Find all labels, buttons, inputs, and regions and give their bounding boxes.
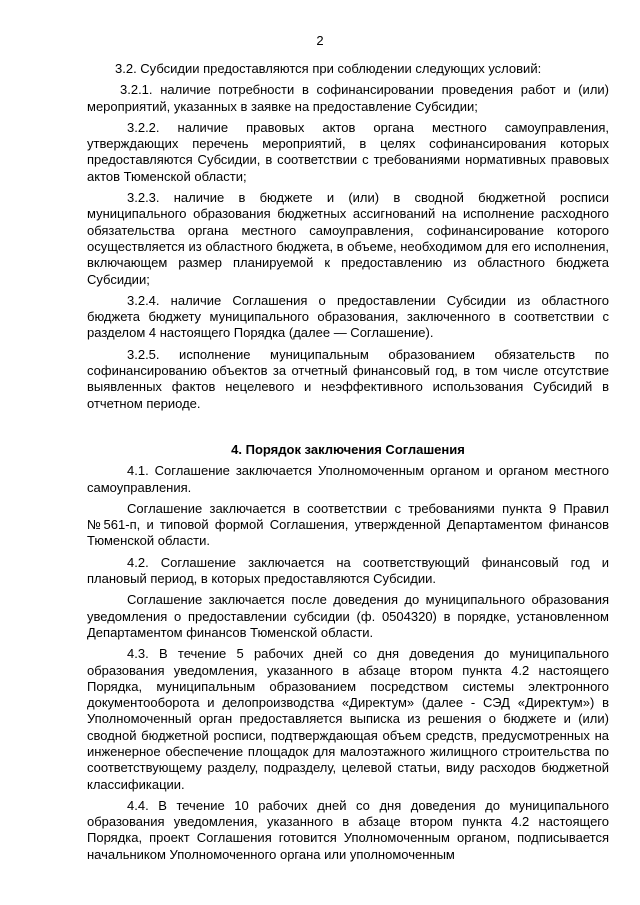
page-number: 2 [316, 33, 324, 48]
condition-3-2-1: 3.2.1. наличие потребности в софинансировании проведения работ и (или) мероприятий, указанных в заявке на предоставление Субсидии; [87, 82, 609, 114]
paragraph-4-2: 4.2. Соглашение заключается на соответствующий финансовый год и плановый период, в которых предоставляются Субсидии. [87, 554, 609, 587]
condition-3-2-3: 3.2.3. наличие в бюджете и (или) в сводной бюджетной росписи муниципального образования бюджетных ассигнований на исполнение расходного обязательства органа местного самоуправления, софинансирование которого осуществляется из областного бюджета, в объеме, необходимом для его исполнения, включающем размер планируемой к предоставлению из областного бюджета Субсидии; [87, 190, 609, 287]
condition-3-2-4: 3.2.4. наличие Соглашения о предоставлении Субсидии из областного бюджета бюджету муниципального образования, заключенного в соответствии с разделом 4 настоящего Порядка (далее — Соглашение). [87, 292, 609, 341]
paragraph-3-2: 3.2. Субсидии предоставляются при соблюдении следующих условий: [115, 61, 542, 76]
paragraph-4-3: 4.3. В течение 5 рабочих дней со дня доведения до муниципального образования уведомления, указанного в абзаце втором пункта 4.2 настоящего Порядка, муниципальным образованием посредством системы электронного документооборота и делопроизводства «Директум» (далее - СЭД «Директум») в Уполномоченный орган предоставляется выписка из решения о бюджете и (или) сводной бюджетной росписи, подтверждающая объем средств, предусмотренных на инженерное обеспечение площадок для малоэтажного жилищного строительства по соответствующему разделу, подразделу, целевой статьи, виду расходов бюджетной классификации. [87, 646, 609, 792]
section-title: 4. Порядок заключения Соглашения [231, 441, 465, 457]
document-body [87, 61, 609, 863]
paragraph-4-1-b: Соглашение заключается в соответствии с требованиями пункта 9 Правил №561-п, и типовой формой Соглашения, утвержденной Департаментом финансов Тюменской области. [87, 500, 609, 549]
condition-3-2-2: 3.2.2. наличие правовых актов органа местного самоуправления, утверждающих перечень мероприятий, в целях софинансирования которых предоставляются Субсидии, в соответствии с требованиями нормативных правовых актов Тюменской области; [87, 119, 609, 184]
paragraph-4-1: 4.1. Соглашение заключается Уполномоченным органом и органом местного самоуправления. [87, 463, 609, 495]
paragraph-4-2-b: Соглашение заключается после доведения до муниципального образования уведомления о предоставлении субсидии (ф. 0504320) в порядке, установленном Департаментом финансов Тюменской области. [87, 592, 609, 640]
condition-3-2-5: 3.2.5. исполнение муниципальным образованием обязательств по софинансированию объектов за отчетный финансовый год, в том числе отсутствие выявленных фактов нецелевого и неэффективного использования Субсидий в отчетном периоде. [87, 346, 609, 411]
paragraph-4-4: 4.4. В течение 10 рабочих дней со дня доведения до муниципального образования уведомления, указанного в абзаце втором пункта 4.2 настоящего Порядка, проект Соглашения готовится Уполномоченным органом, подписывается начальником Уполномоченного органа или уполномоченным [87, 797, 609, 862]
